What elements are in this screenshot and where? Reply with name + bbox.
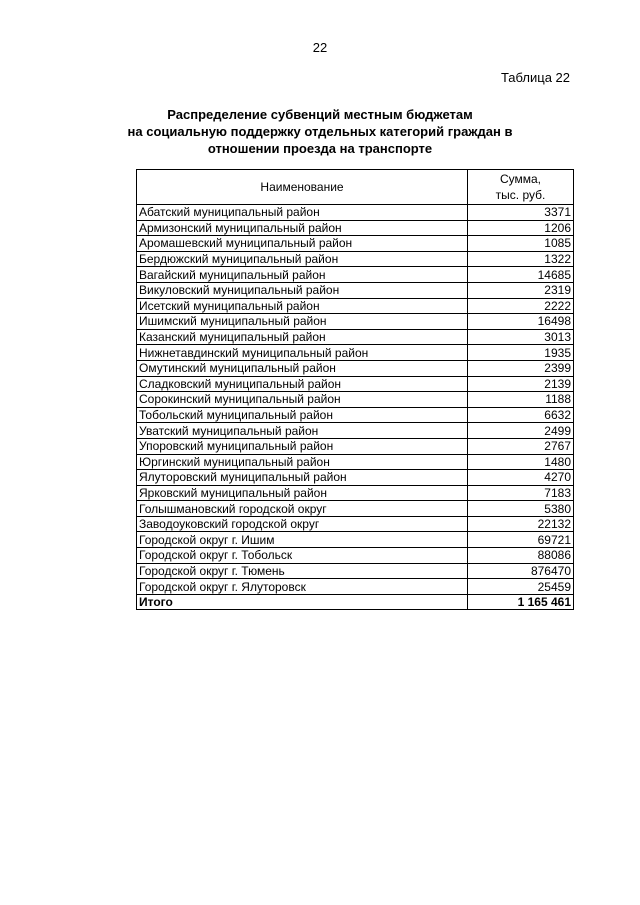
row-name: Городской округ г. Ялуторовск <box>137 579 468 595</box>
row-name: Заводоуковский городской округ <box>137 516 468 532</box>
row-value: 876470 <box>468 563 574 579</box>
row-name: Сладковский муниципальный район <box>137 376 468 392</box>
table-row <box>137 438 574 454</box>
row-value: 6632 <box>468 407 574 423</box>
table-row <box>137 360 574 376</box>
row-value: 1322 <box>468 251 574 267</box>
table-row <box>137 532 574 548</box>
row-name: Вагайский муниципальный район <box>137 267 468 283</box>
row-value: 2499 <box>468 423 574 439</box>
row-value: 1085 <box>468 236 574 252</box>
table-row <box>137 579 574 595</box>
row-value: 1206 <box>468 220 574 236</box>
table-row <box>137 501 574 517</box>
table-row <box>137 423 574 439</box>
row-name: Городской округ г. Тюмень <box>137 563 468 579</box>
row-name: Ялуторовский муниципальный район <box>137 470 468 486</box>
total-label: Итого <box>137 594 468 610</box>
table-row <box>137 205 574 221</box>
row-name: Казанский муниципальный район <box>137 329 468 345</box>
row-name: Городской округ г. Тобольск <box>137 548 468 564</box>
row-name: Ярковский муниципальный район <box>137 485 468 501</box>
table-row <box>137 470 574 486</box>
title-line-3: отношении проезда на транспорте <box>207 141 433 156</box>
row-value: 2399 <box>468 360 574 376</box>
table-row <box>137 454 574 470</box>
header-sum-line-2: тыс. руб. <box>495 188 546 202</box>
row-name: Голышмановский городской округ <box>137 501 468 517</box>
table-row <box>137 314 574 330</box>
table-row <box>137 329 574 345</box>
table-row <box>137 516 574 532</box>
row-name: Городской округ г. Ишим <box>137 532 468 548</box>
row-value: 7183 <box>468 485 574 501</box>
row-name: Исетский муниципальный район <box>137 298 468 314</box>
total-value: 1 165 461 <box>468 594 574 610</box>
row-name: Юргинский муниципальный район <box>137 454 468 470</box>
header-sum-line-1: Сумма, <box>499 172 542 186</box>
row-value: 16498 <box>468 314 574 330</box>
row-value: 4270 <box>468 470 574 486</box>
row-name: Упоровский муниципальный район <box>137 438 468 454</box>
title-line-1: Распределение субвенций местным бюджетам <box>167 107 473 122</box>
row-value: 2767 <box>468 438 574 454</box>
table-row <box>137 267 574 283</box>
row-value: 5380 <box>468 501 574 517</box>
row-value: 14685 <box>468 267 574 283</box>
row-value: 3371 <box>468 205 574 221</box>
row-value: 2139 <box>468 376 574 392</box>
table-row <box>137 485 574 501</box>
row-name: Абатский муниципальный район <box>137 205 468 221</box>
row-value: 88086 <box>468 548 574 564</box>
row-name: Ишимский муниципальный район <box>137 314 468 330</box>
table-row <box>137 298 574 314</box>
table-row <box>137 407 574 423</box>
row-name: Викуловский муниципальный район <box>137 282 468 298</box>
total-row <box>137 594 574 610</box>
row-name: Нижнетавдинский муниципальный район <box>137 345 468 361</box>
subsidy-table <box>136 169 574 610</box>
table-row <box>137 345 574 361</box>
row-value: 22132 <box>468 516 574 532</box>
row-name: Тобольский муниципальный район <box>137 407 468 423</box>
header-sum <box>468 170 574 205</box>
table-row <box>137 563 574 579</box>
row-name: Армизонский муниципальный район <box>137 220 468 236</box>
table-header-row <box>137 170 574 205</box>
row-value: 69721 <box>468 532 574 548</box>
row-value: 1480 <box>468 454 574 470</box>
table-row <box>137 251 574 267</box>
row-name: Сорокинский муниципальный район <box>137 392 468 408</box>
table-row <box>137 392 574 408</box>
row-name: Уватский муниципальный район <box>137 423 468 439</box>
table-row <box>137 220 574 236</box>
row-name: Аромашевский муниципальный район <box>137 236 468 252</box>
row-value: 1935 <box>468 345 574 361</box>
table-body <box>137 205 574 610</box>
row-value: 2319 <box>468 282 574 298</box>
table-row <box>137 548 574 564</box>
table-row <box>137 236 574 252</box>
document-title <box>0 106 640 157</box>
row-name: Омутинский муниципальный район <box>137 360 468 376</box>
row-value: 2222 <box>468 298 574 314</box>
row-value: 1188 <box>468 392 574 408</box>
table-row <box>137 282 574 298</box>
row-name: Бердюжский муниципальный район <box>137 251 468 267</box>
row-value: 25459 <box>468 579 574 595</box>
title-line-2: на социальную поддержку отдельных категорий граждан в <box>127 124 513 139</box>
header-name: Наименование <box>137 170 468 205</box>
table-label: Таблица 22 <box>500 70 570 85</box>
row-value: 3013 <box>468 329 574 345</box>
table-row <box>137 376 574 392</box>
page-number: 22 <box>312 40 328 55</box>
